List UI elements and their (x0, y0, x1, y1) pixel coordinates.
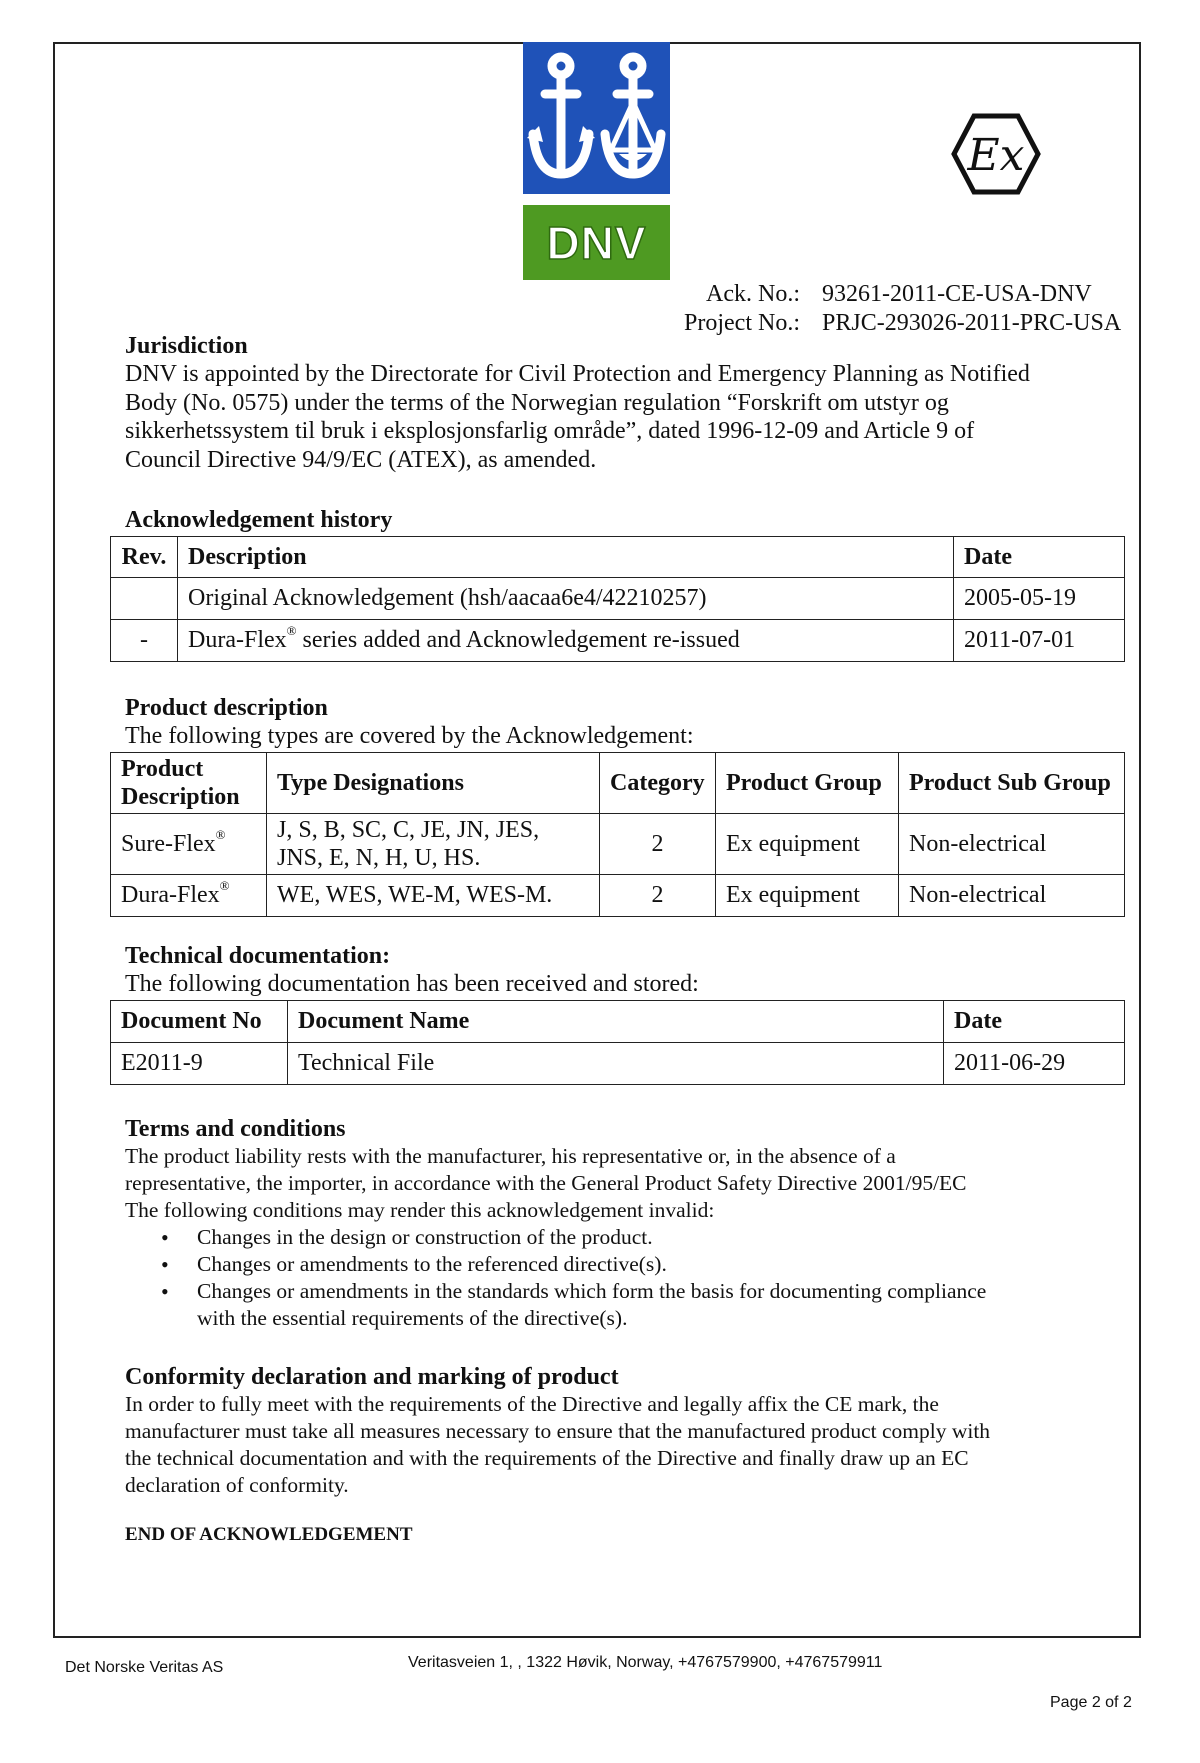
table-header-row (111, 537, 1125, 578)
ack-number-value: 93261-2011-CE-USA-DNV (822, 281, 1092, 307)
jurisdiction-line: DNV is appointed by the Directorate for Civil Protection and Emergency Planning as Notified (125, 361, 1030, 387)
ack-labels (640, 280, 800, 338)
jurisdiction-heading: Jurisdiction (125, 333, 248, 359)
product-heading: Product description (125, 695, 328, 721)
col-header: Rev. (111, 537, 178, 578)
rev-cell (111, 578, 178, 620)
doc-name-cell: Technical File (288, 1043, 944, 1085)
ack-values (822, 280, 1121, 338)
col-header: Product Group (716, 753, 899, 814)
product-subgroup-cell: Non-electrical (899, 875, 1125, 917)
conformity-line: declaration of conformity. (125, 1473, 349, 1497)
end-of-acknowledgement: END OF ACKNOWLEDGEMENT (125, 1524, 413, 1545)
conformity-heading: Conformity declaration and marking of product (125, 1364, 619, 1390)
ack-history-table (110, 536, 1125, 662)
jurisdiction-line: Council Directive 94/9/EC (ATEX), as amended. (125, 446, 597, 473)
conformity-section (125, 1364, 1085, 1499)
page-number: Page 2 of 2 (1050, 1694, 1132, 1711)
footer-address: Veritasveien 1, , 1322 Høvik, Norway, +4767579900, +4767579911 (408, 1654, 883, 1671)
col-header: Document Name (288, 1001, 944, 1043)
product-section (125, 695, 694, 751)
col-header: Date (954, 537, 1125, 578)
date-cell: 2011-07-01 (954, 620, 1125, 662)
product-intro: The following types are covered by the Acknowledgement: (125, 723, 694, 749)
list-item: • Changes or amendments in the standards which form the basis for documenting compliance with the essential requirements of the directive(s). (125, 1278, 1085, 1332)
list-item: • Changes in the design or construction of the product. (125, 1224, 1085, 1251)
product-name-cell: Dura-Flex® (111, 875, 267, 917)
table-row (111, 578, 1125, 620)
col-header: Product Description (111, 753, 267, 814)
desc-cell: Dura-Flex® series added and Acknowledgement re-issued (178, 620, 954, 662)
product-name-cell: Sure-Flex® (111, 814, 267, 875)
terms-heading: Terms and conditions (125, 1116, 346, 1142)
ack-number-label: Ack. No.: (706, 281, 800, 307)
list-item: • Changes or amendments to the referenced directive(s). (125, 1251, 1085, 1278)
table-header-row (111, 1001, 1125, 1043)
terms-line: representative, the importer, in accordance with the General Product Safety Directive 2001/95/EC (125, 1171, 967, 1195)
conformity-line: In order to fully meet with the requirements of the Directive and legally affix the CE mark, the (125, 1392, 939, 1416)
table-row (111, 875, 1125, 917)
jurisdiction-section (125, 333, 1030, 474)
doc-no-cell: E2011-9 (111, 1043, 288, 1085)
project-number-value: PRJC-293026-2011-PRC-USA (822, 310, 1122, 336)
dnv-logo-text: DNV (523, 205, 670, 280)
ack-history-heading: Acknowledgement history (125, 507, 393, 533)
category-cell: 2 (600, 875, 716, 917)
table-row (111, 814, 1125, 875)
atex-ex-mark-icon (950, 112, 1042, 196)
conformity-line: the technical documentation and with the requirements of the Directive and finally draw up an EC (125, 1446, 969, 1470)
type-designations-cell: J, S, B, SC, C, JE, JN, JES, JNS, E, N, H, U, HS. (267, 814, 600, 875)
desc-cell: Original Acknowledgement (hsh/aacaa6e4/42210257) (178, 578, 954, 620)
project-number-label: Project No.: (684, 310, 800, 336)
table-row (111, 1043, 1125, 1085)
terms-line: The product liability rests with the manufacturer, his representative or, in the absence of a (125, 1144, 896, 1168)
conformity-line: manufacturer must take all measures necessary to ensure that the manufactured product comply with (125, 1419, 991, 1443)
terms-section (125, 1116, 1085, 1332)
type-designations-cell: WE, WES, WE-M, WES-M. (267, 875, 600, 917)
col-header: Category (600, 753, 716, 814)
col-header: Document No (111, 1001, 288, 1043)
svg-text:Ex: Ex (967, 130, 1025, 181)
category-cell: 2 (600, 814, 716, 875)
col-header: Description (178, 537, 954, 578)
terms-bullet-list (125, 1224, 1085, 1332)
col-header: Product Sub Group (899, 753, 1125, 814)
col-header: Type Designations (267, 753, 600, 814)
product-table (110, 752, 1125, 917)
techdoc-table (110, 1000, 1125, 1085)
date-cell: 2005-05-19 (954, 578, 1125, 620)
jurisdiction-line: Body (No. 0575) under the terms of the Norwegian regulation “Forskrift om utstyr og (125, 389, 949, 416)
col-header: Date (944, 1001, 1125, 1043)
product-group-cell: Ex equipment (716, 814, 899, 875)
table-header-row (111, 753, 1125, 814)
dnv-anchor-logo-icon (523, 42, 670, 194)
techdoc-intro: The following documentation has been received and stored: (125, 971, 699, 997)
rev-cell: - (111, 620, 178, 662)
table-row (111, 620, 1125, 662)
footer-company: Det Norske Veritas AS (65, 1659, 224, 1676)
terms-line: The following conditions may render this acknowledgement invalid: (125, 1198, 715, 1222)
techdoc-section (125, 943, 699, 999)
jurisdiction-line: sikkerhetssystem til bruk i eksplosjonsfarlig område”, dated 1996-12-09 and Article 9 of (125, 418, 975, 444)
techdoc-heading: Technical documentation: (125, 943, 391, 969)
product-subgroup-cell: Non-electrical (899, 814, 1125, 875)
doc-date-cell: 2011-06-29 (944, 1043, 1125, 1085)
product-group-cell: Ex equipment (716, 875, 899, 917)
